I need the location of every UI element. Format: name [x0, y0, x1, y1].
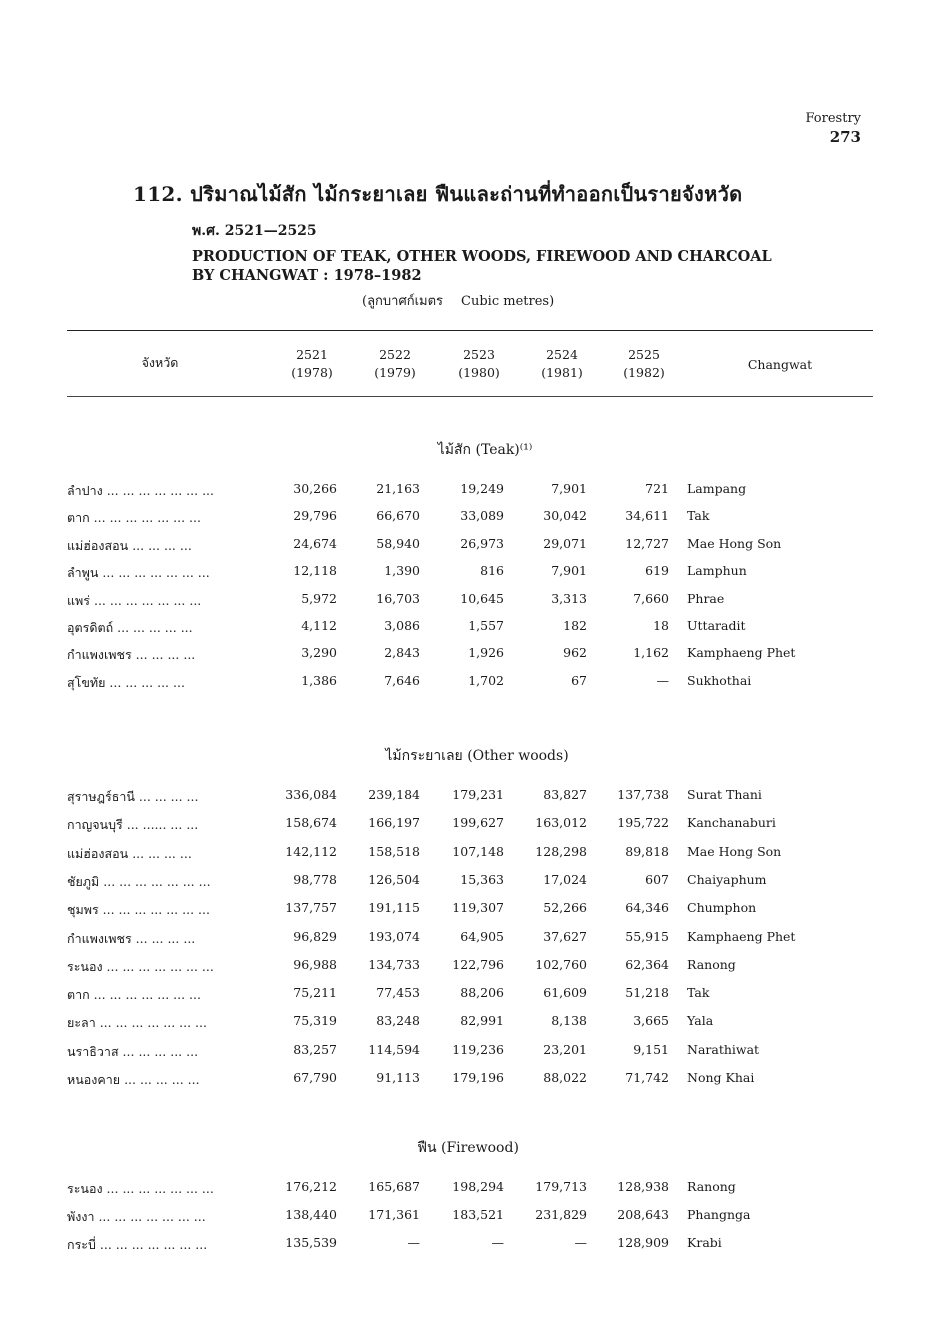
- section-label-firewood: ฟืน (Firewood): [417, 1140, 519, 1156]
- value-cell: —: [574, 1235, 587, 1250]
- table-row: [67, 673, 873, 695]
- value-cell: 71,742: [625, 1070, 669, 1085]
- value-cell: 12,727: [625, 536, 669, 551]
- value-cell: 122,796: [452, 957, 504, 972]
- province-english: Phangnga: [687, 1207, 751, 1222]
- value-cell: 119,236: [452, 1042, 504, 1057]
- table-row: [67, 1207, 873, 1229]
- column-year-ce: (1980): [458, 365, 500, 380]
- value-cell: 26,973: [460, 536, 504, 551]
- value-cell: 7,901: [551, 563, 587, 578]
- value-cell: 21,163: [376, 481, 420, 496]
- province-thai: กาญจนบุรี ... ...... ... ...: [67, 817, 199, 832]
- value-cell: 8,138: [551, 1013, 587, 1028]
- value-cell: 4,112: [301, 618, 337, 633]
- province-thai: สุราษฎร์ธานี ... ... ... ...: [67, 789, 199, 804]
- column-year-ce: (1981): [541, 365, 583, 380]
- value-cell: 82,991: [460, 1013, 504, 1028]
- table-row: [67, 787, 873, 809]
- value-cell: 137,757: [285, 900, 337, 915]
- table-row: [67, 1042, 873, 1064]
- value-cell: —: [407, 1235, 420, 1250]
- value-cell: 3,290: [301, 645, 337, 660]
- province-thai: นราธิวาส ... ... ... ... ...: [67, 1044, 199, 1059]
- value-cell: 88,206: [460, 985, 504, 1000]
- value-cell: 15,363: [460, 872, 504, 887]
- table-row: [67, 618, 873, 640]
- table-row: [67, 957, 873, 979]
- column-header-2524: [527, 346, 597, 382]
- province-thai: แม่ฮ่องสอน ... ... ... ...: [67, 846, 192, 861]
- province-english: Lamphun: [687, 563, 747, 578]
- value-cell: 51,218: [625, 985, 669, 1000]
- province-thai: ตาก ... ... ... ... ... ... ...: [67, 510, 201, 525]
- value-cell: —: [656, 673, 669, 688]
- value-cell: 52,266: [543, 900, 587, 915]
- table-row: [67, 900, 873, 922]
- value-cell: 199,627: [452, 815, 504, 830]
- value-cell: 128,909: [617, 1235, 669, 1250]
- province-thai: ชุมพร ... ... ... ... ... ... ...: [67, 902, 210, 917]
- value-cell: 3,313: [551, 591, 587, 606]
- column-header-province-thai: จังหวัด: [141, 355, 179, 370]
- table-title-thai: 112. ปริมาณไม้สัก ไม้กระยาเลย ฟืนและถ่านที่ทำออกเป็นรายจังหวัด: [133, 182, 743, 206]
- value-cell: 158,674: [285, 815, 337, 830]
- value-cell: 126,504: [368, 872, 420, 887]
- province-english: Mae Hong Son: [687, 844, 782, 859]
- column-header-2523: [444, 346, 514, 382]
- value-cell: 208,643: [617, 1207, 669, 1222]
- value-cell: 1,162: [633, 645, 669, 660]
- value-cell: 89,818: [625, 844, 669, 859]
- value-cell: 102,760: [535, 957, 587, 972]
- province-english: Chaiyaphum: [687, 872, 767, 887]
- value-cell: 193,074: [368, 929, 420, 944]
- section-label-other-woods: ไม้กระยาเลย (Other woods): [385, 748, 569, 764]
- province-english: Tak: [687, 985, 710, 1000]
- column-year-be: 2524: [546, 347, 578, 362]
- value-cell: 816: [480, 563, 504, 578]
- value-cell: 7,901: [551, 481, 587, 496]
- province-english: Mae Hong Son: [687, 536, 782, 551]
- province-english: Ranong: [687, 1179, 736, 1194]
- value-cell: 30,042: [543, 508, 587, 523]
- table-row: [67, 929, 873, 951]
- table-year-thai: พ.ศ. 2521—2525: [192, 223, 317, 239]
- province-english: Yala: [687, 1013, 714, 1028]
- value-cell: 128,938: [617, 1179, 669, 1194]
- value-cell: 138,440: [285, 1207, 337, 1222]
- value-cell: 30,266: [293, 481, 337, 496]
- value-cell: 183,521: [452, 1207, 504, 1222]
- province-thai: สุโขทัย ... ... ... ... ...: [67, 675, 185, 690]
- table-row: [67, 645, 873, 667]
- province-english: Chumphon: [687, 900, 757, 915]
- value-cell: 58,940: [376, 536, 420, 551]
- province-thai: หนองคาย ... ... ... ... ...: [67, 1072, 200, 1087]
- value-cell: 83,257: [293, 1042, 337, 1057]
- province-english: Phrae: [687, 591, 725, 606]
- province-english: Kanchanaburi: [687, 815, 776, 830]
- value-cell: 75,319: [293, 1013, 337, 1028]
- column-header-2521: [277, 346, 347, 382]
- province-thai: ตาก ... ... ... ... ... ... ...: [67, 987, 201, 1002]
- value-cell: 83,248: [376, 1013, 420, 1028]
- value-cell: 29,796: [293, 508, 337, 523]
- value-cell: 37,627: [543, 929, 587, 944]
- province-english: Nong Khai: [687, 1070, 755, 1085]
- value-cell: 114,594: [368, 1042, 420, 1057]
- value-cell: 77,453: [376, 985, 420, 1000]
- value-cell: 142,112: [285, 844, 337, 859]
- value-cell: 96,988: [293, 957, 337, 972]
- province-thai: กระบี่ ... ... ... ... ... ... ...: [67, 1237, 208, 1252]
- value-cell: 19,249: [460, 481, 504, 496]
- province-thai: ยะลา ... ... ... ... ... ... ...: [67, 1015, 207, 1030]
- value-cell: 12,118: [293, 563, 337, 578]
- value-cell: 135,539: [285, 1235, 337, 1250]
- value-cell: 239,184: [368, 787, 420, 802]
- value-cell: 1,702: [468, 673, 504, 688]
- province-thai: ลำพูน ... ... ... ... ... ... ...: [67, 565, 210, 580]
- province-thai: อุตรดิตถ์ ... ... ... ... ...: [67, 620, 193, 635]
- province-english: Ranong: [687, 957, 736, 972]
- province-thai: ลำปาง ... ... ... ... ... ... ...: [67, 483, 214, 498]
- unit-label: [362, 290, 572, 311]
- value-cell: 607: [645, 872, 669, 887]
- section-label-teak: ไม้สัก (Teak)⁽¹⁾: [437, 442, 533, 458]
- column-year-be: 2525: [628, 347, 660, 362]
- page-header: [806, 110, 862, 146]
- value-cell: 166,197: [368, 815, 420, 830]
- value-cell: 231,829: [535, 1207, 587, 1222]
- value-cell: 62,364: [625, 957, 669, 972]
- value-cell: 9,151: [633, 1042, 669, 1057]
- page-number: 273: [829, 128, 861, 146]
- value-cell: 66,670: [376, 508, 420, 523]
- value-cell: 61,609: [543, 985, 587, 1000]
- table-title-english: [192, 247, 832, 285]
- value-cell: 3,665: [633, 1013, 669, 1028]
- value-cell: 83,827: [543, 787, 587, 802]
- value-cell: 176,212: [285, 1179, 337, 1194]
- value-cell: 195,722: [617, 815, 669, 830]
- province-thai: แม่ฮ่องสอน ... ... ... ...: [67, 538, 192, 553]
- value-cell: 134,733: [368, 957, 420, 972]
- table-row: [67, 985, 873, 1007]
- table-row: [67, 1070, 873, 1092]
- province-english: Kamphaeng Phet: [687, 929, 796, 944]
- value-cell: 23,201: [543, 1042, 587, 1057]
- table-title-english-line2: BY CHANGWAT : 1978–1982: [192, 267, 422, 284]
- value-cell: 98,778: [293, 872, 337, 887]
- table-row: [67, 844, 873, 866]
- value-cell: 128,298: [535, 844, 587, 859]
- value-cell: 619: [645, 563, 669, 578]
- value-cell: 179,713: [535, 1179, 587, 1194]
- value-cell: 158,518: [368, 844, 420, 859]
- province-english: Lampang: [687, 481, 747, 496]
- value-cell: 179,231: [452, 787, 504, 802]
- value-cell: 18: [653, 618, 669, 633]
- value-cell: —: [491, 1235, 504, 1250]
- province-thai: ระนอง ... ... ... ... ... ... ...: [67, 959, 214, 974]
- value-cell: 10,645: [460, 591, 504, 606]
- value-cell: 1,557: [468, 618, 504, 633]
- province-thai: กำแพงเพชร ... ... ... ...: [67, 931, 196, 946]
- unit-thai: (ลูกบาศก์เมตร: [362, 294, 444, 309]
- column-year-ce: (1982): [623, 365, 665, 380]
- value-cell: 7,646: [384, 673, 420, 688]
- value-cell: 16,703: [376, 591, 420, 606]
- table-row: [67, 815, 873, 837]
- value-cell: 17,024: [543, 872, 587, 887]
- header-bottom-rule: [67, 396, 873, 397]
- value-cell: 64,346: [625, 900, 669, 915]
- table-row: [67, 563, 873, 585]
- table-row: [67, 481, 873, 503]
- column-header-2522: [360, 346, 430, 382]
- province-thai: ชัยภูมิ ... ... ... ... ... ... ...: [67, 874, 211, 889]
- value-cell: 75,211: [293, 985, 337, 1000]
- section-name: Forestry: [805, 111, 861, 126]
- province-english: Krabi: [687, 1235, 722, 1250]
- value-cell: 55,915: [625, 929, 669, 944]
- value-cell: 29,071: [543, 536, 587, 551]
- value-cell: 7,660: [633, 591, 669, 606]
- value-cell: 171,361: [368, 1207, 420, 1222]
- value-cell: 91,113: [376, 1070, 420, 1085]
- value-cell: 137,738: [617, 787, 669, 802]
- value-cell: 179,196: [452, 1070, 504, 1085]
- value-cell: 88,022: [543, 1070, 587, 1085]
- value-cell: 336,084: [285, 787, 337, 802]
- column-header-changwat: Changwat: [747, 357, 813, 372]
- value-cell: 107,148: [452, 844, 504, 859]
- value-cell: 163,012: [535, 815, 587, 830]
- value-cell: 1,390: [384, 563, 420, 578]
- value-cell: 165,687: [368, 1179, 420, 1194]
- province-english: Uttaradit: [687, 618, 746, 633]
- column-year-ce: (1978): [291, 365, 333, 380]
- value-cell: 1,386: [301, 673, 337, 688]
- value-cell: 3,086: [384, 618, 420, 633]
- unit-english: Cubic metres): [461, 294, 555, 309]
- value-cell: 67,790: [293, 1070, 337, 1085]
- value-cell: 198,294: [452, 1179, 504, 1194]
- value-cell: 721: [645, 481, 669, 496]
- value-cell: 182: [563, 618, 587, 633]
- province-thai: กำแพงเพชร ... ... ... ...: [67, 647, 196, 662]
- table-row: [67, 1179, 873, 1201]
- header-top-rule: [67, 330, 873, 331]
- value-cell: 5,972: [301, 591, 337, 606]
- province-english: Tak: [687, 508, 710, 523]
- column-year-ce: (1979): [374, 365, 416, 380]
- column-year-be: 2521: [296, 347, 328, 362]
- column-year-be: 2522: [379, 347, 411, 362]
- province-thai: แพร่ ... ... ... ... ... ... ...: [67, 593, 202, 608]
- column-header-2525: [609, 346, 679, 382]
- table-row: [67, 872, 873, 894]
- province-english: Surat Thani: [687, 787, 762, 802]
- value-cell: 64,905: [460, 929, 504, 944]
- value-cell: 1,926: [468, 645, 504, 660]
- province-english: Sukhothai: [687, 673, 752, 688]
- value-cell: 962: [563, 645, 587, 660]
- value-cell: 96,829: [293, 929, 337, 944]
- table-row: [67, 508, 873, 530]
- table-row: [67, 536, 873, 558]
- value-cell: 2,843: [384, 645, 420, 660]
- value-cell: 67: [571, 673, 587, 688]
- value-cell: 33,089: [460, 508, 504, 523]
- value-cell: 34,611: [625, 508, 669, 523]
- province-english: Kamphaeng Phet: [687, 645, 796, 660]
- province-english: Narathiwat: [687, 1042, 760, 1057]
- table-title-english-line1: PRODUCTION OF TEAK, OTHER WOODS, FIREWOOD AND CHARCOAL: [192, 248, 772, 265]
- table-row: [67, 1013, 873, 1035]
- value-cell: 119,307: [452, 900, 504, 915]
- province-thai: ระนอง ... ... ... ... ... ... ...: [67, 1181, 214, 1196]
- table-row: [67, 591, 873, 613]
- table-row: [67, 1235, 873, 1257]
- value-cell: 191,115: [368, 900, 420, 915]
- column-year-be: 2523: [463, 347, 495, 362]
- value-cell: 24,674: [293, 536, 337, 551]
- province-thai: พังงา ... ... ... ... ... ... ...: [67, 1209, 206, 1224]
